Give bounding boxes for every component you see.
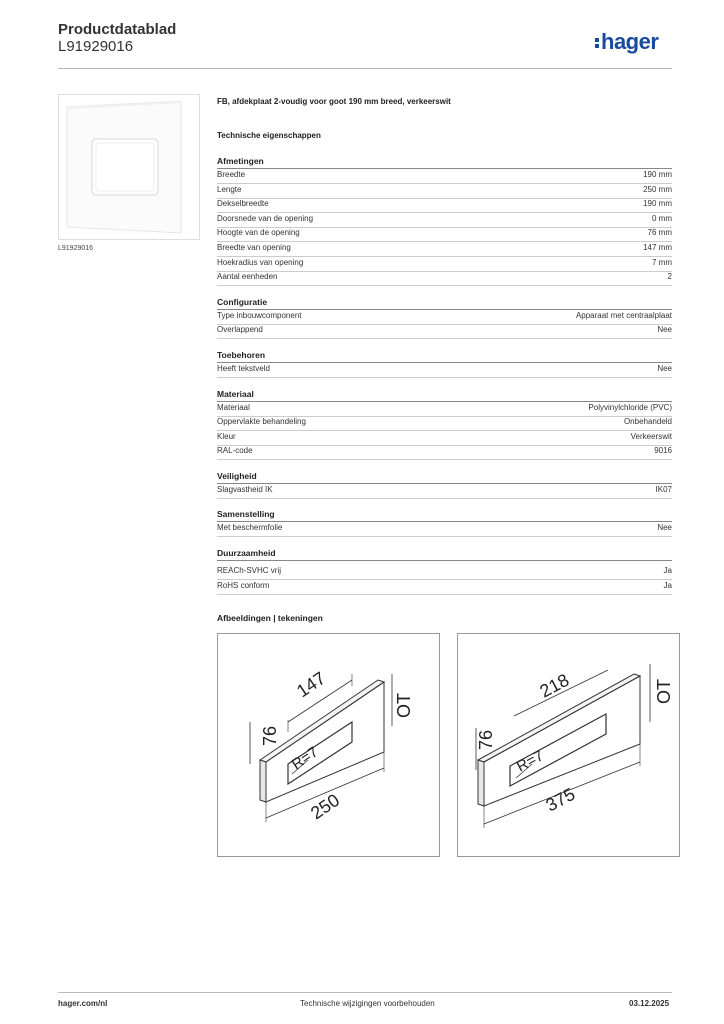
spec-label: Type inbouwcomponent — [217, 311, 302, 320]
dim-radius-label: R=7 — [288, 743, 322, 774]
spec-label: Heeft tekstveld — [217, 364, 270, 373]
section-title-configuratie: Configuratie — [217, 296, 672, 310]
spec-value: Nee — [657, 364, 672, 373]
spec-label: Slagvastheid IK — [217, 485, 273, 494]
dim-height-label: 76 — [476, 729, 496, 750]
spec-row — [217, 226, 672, 242]
section-title-afmetingen: Afmetingen — [217, 155, 672, 169]
spec-value: Nee — [657, 523, 672, 532]
spec-label: Lengte — [217, 185, 242, 194]
spec-value: 190 mm — [643, 170, 672, 179]
spec-value: 190 mm — [643, 199, 672, 208]
logo-text: hager — [601, 29, 659, 54]
image-caption: L91929016 — [58, 245, 94, 252]
technical-drawing-right — [457, 633, 680, 857]
product-code: L91929016 — [58, 38, 134, 55]
footer-date: 03.12.2025 — [629, 999, 670, 1008]
spec-label: REACh-SVHC vrij — [217, 566, 282, 575]
drawings-heading: Afbeeldingen | tekeningen — [217, 613, 323, 623]
document-title: Productdatablad — [58, 21, 177, 38]
spec-label: Oppervlakte behandeling — [217, 417, 306, 426]
section-title-duurzaamheid: Duurzaamheid — [217, 547, 672, 561]
dim-ot-label: OT — [654, 679, 674, 704]
spec-label: Kleur — [217, 432, 236, 441]
spec-value: 9016 — [654, 446, 672, 455]
spec-row — [217, 270, 672, 286]
spec-value: IK07 — [655, 485, 672, 494]
spec-row — [217, 241, 672, 257]
spec-label: Aantal eenheden — [217, 272, 278, 281]
spec-value: 2 — [667, 272, 672, 281]
tech-heading: Technische eigenschappen — [217, 131, 321, 140]
spec-row — [217, 323, 672, 339]
spec-value: 76 mm — [647, 228, 672, 237]
spec-value: Ja — [663, 566, 672, 575]
spec-row — [217, 564, 672, 580]
spec-value: 250 mm — [643, 185, 672, 194]
spec-label: Breedte van opening — [217, 243, 291, 252]
section-title-toebehoren: Toebehoren — [217, 349, 672, 363]
dim-radius-label: R=7 — [513, 747, 547, 776]
spec-value: Onbehandeld — [623, 417, 672, 426]
spec-label: Hoogte van de opening — [217, 228, 300, 237]
dim-length-label: 375 — [542, 783, 579, 816]
product-description: FB, afdekplaat 2-voudig voor goot 190 mm breed, verkeerswit — [217, 97, 451, 106]
spec-label: Met beschermfolie — [217, 523, 283, 532]
spec-value: 147 mm — [643, 243, 672, 252]
dim-width-label: 147 — [293, 667, 330, 702]
dim-ot-label: OT — [394, 693, 414, 718]
spec-value: Apparaat met centraalplaat — [575, 311, 672, 320]
technical-drawing-left — [217, 633, 440, 857]
spec-label: RAL-code — [217, 446, 253, 455]
spec-value: Ja — [663, 581, 672, 590]
footer-website-link[interactable]: hager.com/nl — [58, 999, 108, 1008]
spec-label: Overlappend — [217, 325, 263, 334]
section-title-veiligheid: Veiligheid — [217, 470, 672, 484]
footer-disclaimer: Technische wijzigingen voorbehouden — [300, 999, 435, 1008]
dim-length-label: 250 — [307, 789, 344, 824]
header-divider — [58, 68, 672, 69]
spec-row — [217, 168, 672, 184]
footer-divider — [58, 992, 672, 993]
spec-label: RoHS conform — [217, 581, 270, 590]
spec-value: 7 mm — [652, 258, 672, 267]
product-image — [58, 94, 200, 240]
spec-row — [217, 483, 672, 499]
spec-label: Hoekradius van opening — [217, 258, 304, 267]
logo-dots-icon — [595, 36, 600, 50]
section-title-materiaal: Materiaal — [217, 388, 672, 402]
dim-width-label: 218 — [536, 669, 573, 702]
spec-row — [217, 362, 672, 378]
spec-row — [217, 521, 672, 537]
spec-label: Doorsnede van de opening — [217, 214, 314, 223]
spec-row — [217, 197, 672, 213]
spec-value: Verkeerswit — [630, 432, 672, 441]
spec-row — [217, 579, 672, 595]
dim-height-label: 76 — [260, 725, 280, 746]
spec-label: Dekselbreedte — [217, 199, 269, 208]
spec-value: 0 mm — [652, 214, 672, 223]
spec-value: Nee — [657, 325, 672, 334]
spec-label: Materiaal — [217, 403, 250, 412]
hager-logo — [595, 29, 658, 55]
spec-label: Breedte — [217, 170, 246, 179]
spec-value: Polyvinylchloride (PVC) — [588, 403, 672, 412]
spec-row — [217, 444, 672, 460]
section-title-samenstelling: Samenstelling — [217, 508, 672, 522]
spec-row — [217, 415, 672, 431]
